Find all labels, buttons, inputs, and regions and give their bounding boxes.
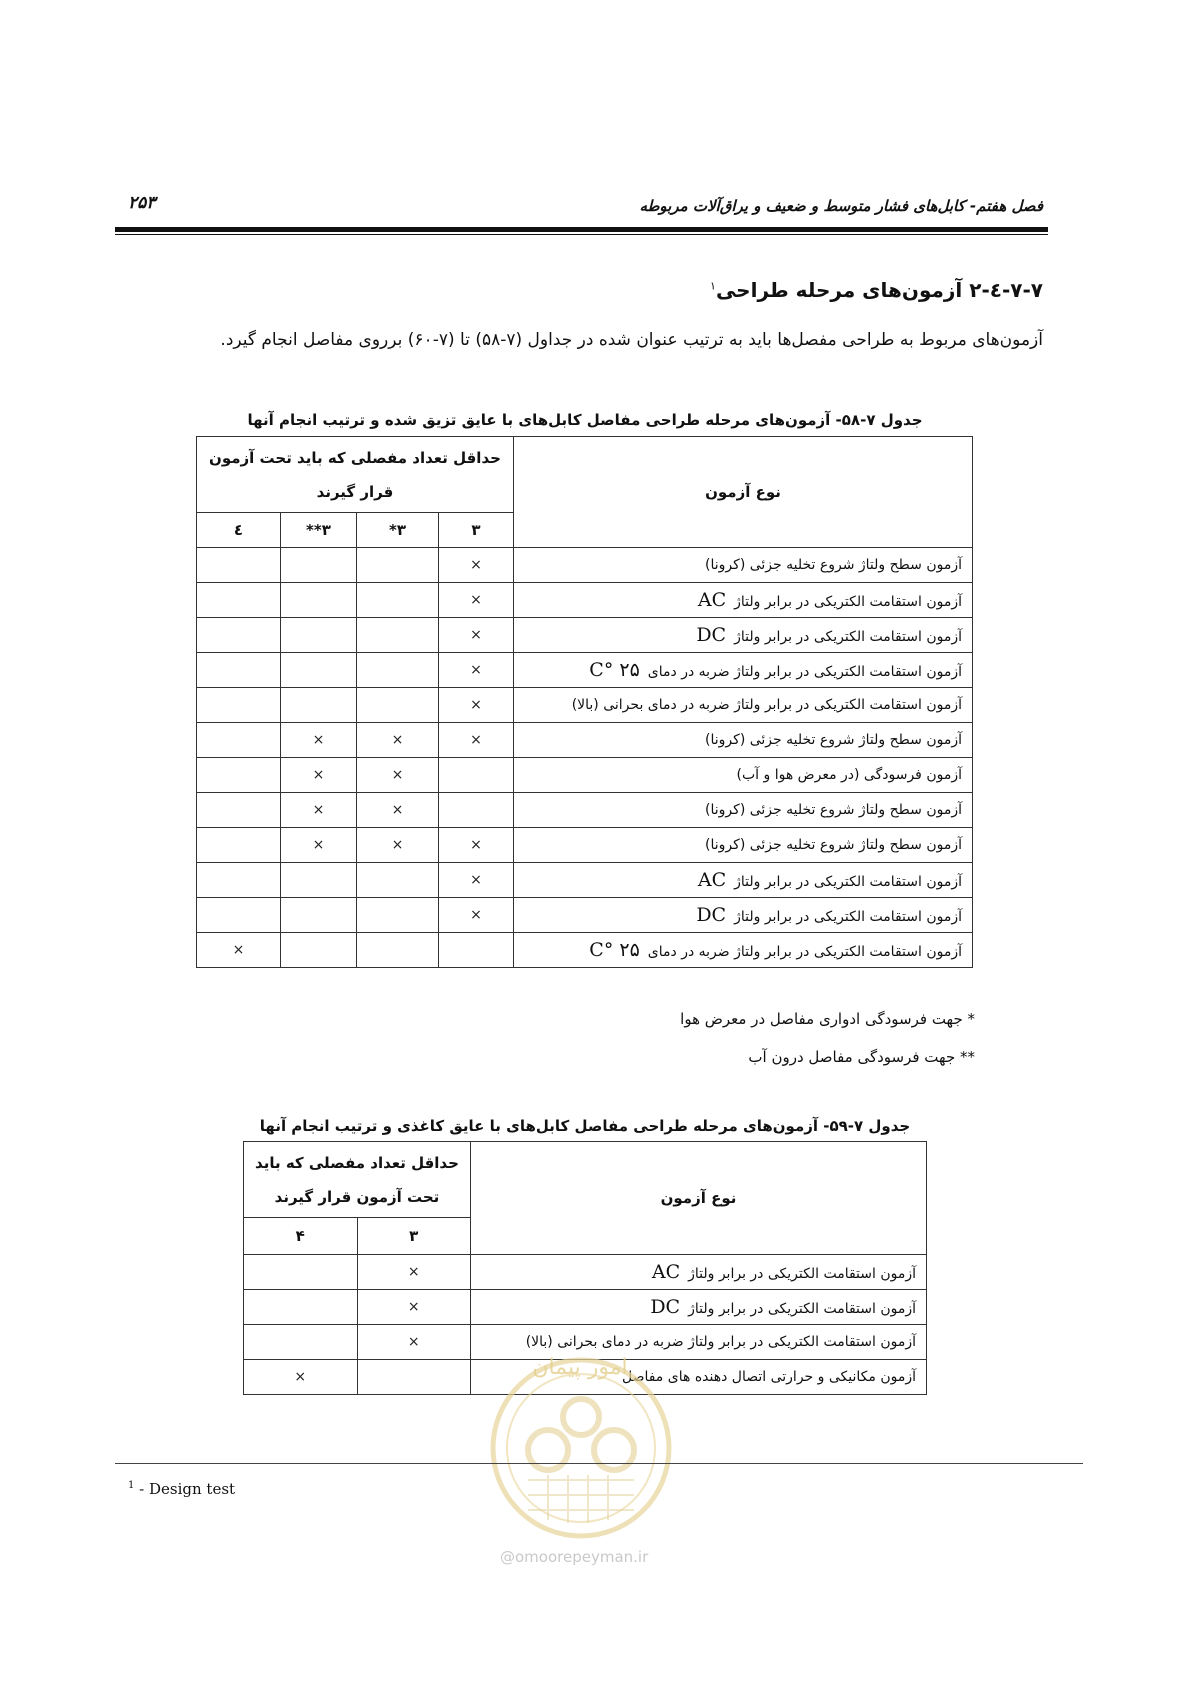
table1-mark-cell bbox=[197, 583, 281, 618]
header-rule-thin bbox=[115, 234, 1048, 235]
table1-test-name bbox=[513, 688, 972, 723]
table1-test-name bbox=[513, 828, 972, 863]
table1-mark-cell bbox=[357, 688, 439, 723]
table1-test-name bbox=[513, 583, 972, 618]
table1-test-text: آزمون استقامت الکتریکی در برابر ولتاژ ضربه در دمای بحرانی (بالا) bbox=[571, 697, 962, 713]
table1-mark-cell: × bbox=[357, 793, 439, 828]
table1-mark-cell: × bbox=[438, 898, 513, 933]
table1-caption: جدول ۷-۵۸- آزمون‌های مرحله طراحی مفاصل کابل‌های با عایق تزیق شده و ترتیب انجام آنها bbox=[247, 411, 923, 429]
table1-mark-cell: × bbox=[197, 933, 281, 968]
table1-mark-cell: × bbox=[438, 828, 513, 863]
running-header-title: فصل هفتم- کابل‌های فشار متوسط و ضعیف و یراق‌آلات مربوطه bbox=[639, 197, 1043, 215]
table1-test-suffix: DC bbox=[696, 624, 727, 646]
table1-col-header: ٤ bbox=[197, 513, 281, 548]
table-row bbox=[197, 933, 973, 968]
table1-test-name bbox=[513, 723, 972, 758]
table2-mark-cell bbox=[357, 1360, 470, 1395]
table1-mark-cell bbox=[438, 758, 513, 793]
table2-test-text: آزمون استقامت الکتریکی در برابر ولتاژ bbox=[688, 1301, 916, 1317]
watermark-seal-icon bbox=[488, 1355, 674, 1541]
footnote-text: - Design test bbox=[139, 1480, 236, 1498]
table1-mark-cell: × bbox=[280, 723, 356, 758]
table-row bbox=[197, 793, 973, 828]
table1-mark-cell bbox=[357, 898, 439, 933]
table2-test-suffix: AC bbox=[651, 1261, 681, 1283]
table1-mark-cell: × bbox=[438, 653, 513, 688]
table1-mark-cell bbox=[197, 828, 281, 863]
section-intro: آزمون‌های مربوط به طراحی مفصل‌ها باید به ترتیب عنوان شده در جداول (۷-۵۸) تا (۷-۶۰) برروی مفاصل انجام گیرد. bbox=[220, 330, 1043, 350]
table1-mark-cell bbox=[197, 793, 281, 828]
table1-test-name bbox=[513, 793, 972, 828]
table2-mark-cell bbox=[244, 1325, 358, 1360]
table1-test-name bbox=[513, 618, 972, 653]
footnote bbox=[128, 1480, 235, 1498]
table1-test-suffix: ۲۵ °C bbox=[589, 939, 640, 961]
table1-mark-cell: × bbox=[438, 863, 513, 898]
table1-mark-cell bbox=[357, 933, 439, 968]
table1-header-test-type: نوع آزمون bbox=[513, 437, 972, 548]
table1-mark-cell bbox=[197, 758, 281, 793]
table2-test-name bbox=[470, 1290, 926, 1325]
table-row bbox=[244, 1255, 927, 1290]
table1-col-header: ۳* bbox=[357, 513, 439, 548]
watermark-seal-text: امور پیمان bbox=[532, 1355, 628, 1380]
table1-mark-cell: × bbox=[357, 723, 439, 758]
table1-test-name bbox=[513, 548, 972, 583]
table2-test-suffix: DC bbox=[650, 1296, 681, 1318]
table1-mark-cell bbox=[197, 618, 281, 653]
table2-test-name bbox=[470, 1255, 926, 1290]
table1-col-header: ۳ bbox=[438, 513, 513, 548]
table1-mark-cell: × bbox=[438, 548, 513, 583]
table1-header-min-line2: قرار گیرند bbox=[316, 482, 394, 501]
table1-mark-cell bbox=[280, 653, 356, 688]
table-row bbox=[197, 548, 973, 583]
table1-col-header: ۳** bbox=[280, 513, 356, 548]
table2-mark-cell bbox=[244, 1255, 358, 1290]
table1-test-name bbox=[513, 933, 972, 968]
table1-mark-cell: × bbox=[438, 618, 513, 653]
table1-test-name bbox=[513, 898, 972, 933]
table1-mark-cell bbox=[197, 688, 281, 723]
table2-col-header: ۴ bbox=[244, 1218, 358, 1255]
table1-header-min-line1: حداقل تعداد مفصلی که باید تحت آزمون bbox=[209, 448, 501, 467]
table2-test-text: آزمون استقامت الکتریکی در برابر ولتاژ bbox=[688, 1266, 916, 1282]
table2-mark-cell: × bbox=[357, 1325, 470, 1360]
table1-mark-cell: × bbox=[280, 828, 356, 863]
table1-mark-cell bbox=[197, 863, 281, 898]
table-row bbox=[197, 758, 973, 793]
section-heading bbox=[710, 278, 1043, 302]
table1-mark-cell bbox=[357, 863, 439, 898]
table2-mark-cell: × bbox=[357, 1255, 470, 1290]
table1-test-text: آزمون استقامت الکتریکی در برابر ولتاژ bbox=[734, 594, 962, 610]
table2-mark-cell: × bbox=[357, 1290, 470, 1325]
table-row bbox=[244, 1290, 927, 1325]
table1-mark-cell bbox=[197, 898, 281, 933]
table1-test-suffix: DC bbox=[696, 904, 727, 926]
table1-mark-cell bbox=[280, 548, 356, 583]
table1-mark-cell bbox=[197, 548, 281, 583]
table-row bbox=[197, 723, 973, 758]
table1-mark-cell bbox=[280, 898, 356, 933]
table1-test-name bbox=[513, 653, 972, 688]
table1-test-suffix: AC bbox=[697, 589, 727, 611]
table1-mark-cell: × bbox=[280, 793, 356, 828]
table1-mark-cell bbox=[280, 618, 356, 653]
table1-mark-cell: × bbox=[438, 583, 513, 618]
table1-note-1: * جهت فرسودگی ادواری مفاصل در معرض هوا bbox=[680, 1010, 975, 1028]
table2-mark-cell: × bbox=[244, 1360, 358, 1395]
table1-test-suffix: ۲۵ °C bbox=[589, 659, 640, 681]
table2-test-text: آزمون مکانیکی و حرارتی اتصال دهنده های مفاصل bbox=[621, 1369, 916, 1385]
table1-test-text: آزمون سطح ولتاژ شروع تخلیه جزئی (کرونا) bbox=[705, 732, 962, 748]
table-row bbox=[197, 863, 973, 898]
table1-mark-cell: × bbox=[357, 828, 439, 863]
table1-test-text: آزمون سطح ولتاژ شروع تخلیه جزئی (کرونا) bbox=[705, 802, 962, 818]
table1-mark-cell bbox=[357, 618, 439, 653]
table1-mark-cell: × bbox=[280, 758, 356, 793]
table2-header-test-type: نوع آزمون bbox=[470, 1142, 926, 1255]
table1-test-text: آزمون فرسودگی (در معرض هوا و آب) bbox=[736, 767, 962, 783]
section-heading-text: ۷-۷-٤-۲ آزمون‌های مرحله طراحی bbox=[715, 278, 1043, 302]
page-number: ۲۵۳ bbox=[128, 193, 156, 213]
table1-test-text: آزمون استقامت الکتریکی در برابر ولتاژ ضربه در دمای bbox=[647, 664, 962, 680]
table1-mark-cell bbox=[357, 653, 439, 688]
table-row bbox=[197, 898, 973, 933]
table1-mark-cell bbox=[197, 653, 281, 688]
table-row bbox=[197, 618, 973, 653]
table-row bbox=[197, 688, 973, 723]
table1-test-suffix: AC bbox=[697, 869, 727, 891]
footnote-number: 1 bbox=[128, 1480, 135, 1491]
table2-col-header: ۳ bbox=[357, 1218, 470, 1255]
table1-mark-cell bbox=[280, 688, 356, 723]
table2-header-min-line2: تحت آزمون قرار گیرند bbox=[274, 1187, 440, 1206]
table2-mark-cell bbox=[244, 1290, 358, 1325]
table-row bbox=[197, 653, 973, 688]
header-rule-thick bbox=[115, 227, 1048, 232]
table1-test-text: آزمون سطح ولتاژ شروع تخلیه جزئی (کرونا) bbox=[705, 557, 962, 573]
table1-mark-cell bbox=[357, 548, 439, 583]
table-row bbox=[197, 583, 973, 618]
footnote-rule bbox=[115, 1463, 1083, 1464]
table1-test-text: آزمون استقامت الکتریکی در برابر ولتاژ bbox=[734, 629, 962, 645]
table2-caption: جدول ۷-۵۹- آزمون‌های مرحله طراحی مفاصل کابل‌های با عایق کاغذی و ترتیب انجام آنها bbox=[259, 1117, 911, 1135]
table2-test-text: آزمون استقامت الکتریکی در برابر ولتاژ ضربه در دمای بحرانی (بالا) bbox=[525, 1334, 916, 1350]
section-footnote-ref: ۱ bbox=[710, 279, 716, 293]
table1-mark-cell: × bbox=[438, 688, 513, 723]
table1-mark-cell bbox=[280, 933, 356, 968]
table1-mark-cell: × bbox=[357, 758, 439, 793]
table1-mark-cell bbox=[357, 583, 439, 618]
table1-test-name bbox=[513, 863, 972, 898]
table2-header-min-line1: حداقل تعداد مفصلی که باید bbox=[255, 1153, 459, 1172]
table1-mark-cell: × bbox=[438, 723, 513, 758]
table1-mark-cell bbox=[438, 933, 513, 968]
watermark-url: @omoorepeyman.ir bbox=[500, 1548, 649, 1566]
table1 bbox=[196, 436, 973, 968]
table1-mark-cell bbox=[438, 793, 513, 828]
table1-test-text: آزمون سطح ولتاژ شروع تخلیه جزئی (کرونا) bbox=[705, 837, 962, 853]
table1-mark-cell bbox=[197, 723, 281, 758]
table1-test-text: آزمون استقامت الکتریکی در برابر ولتاژ bbox=[734, 909, 962, 925]
table1-test-name bbox=[513, 758, 972, 793]
table-row bbox=[197, 828, 973, 863]
table1-mark-cell bbox=[280, 863, 356, 898]
table1-test-text: آزمون استقامت الکتریکی در برابر ولتاژ bbox=[734, 874, 962, 890]
table1-header-min-count bbox=[197, 437, 514, 513]
table1-note-2: ** جهت فرسودگی مفاصل درون آب bbox=[748, 1048, 975, 1066]
table2-header-min-count bbox=[244, 1142, 471, 1218]
table1-mark-cell bbox=[280, 583, 356, 618]
table1-test-text: آزمون استقامت الکتریکی در برابر ولتاژ ضربه در دمای bbox=[647, 944, 962, 960]
